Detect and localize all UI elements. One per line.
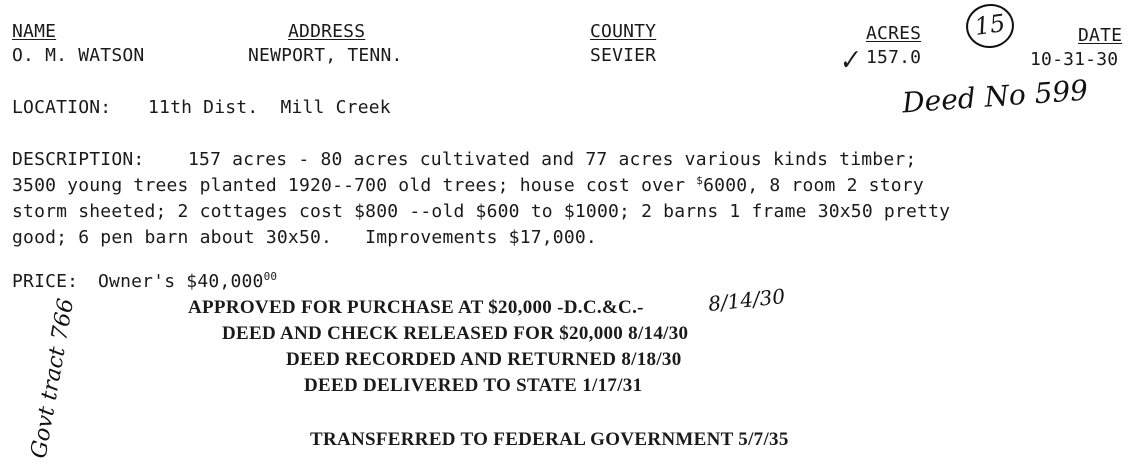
price-owner-value: Owner's $40,000 [98,271,264,292]
delivered-stamp: DEED DELIVERED TO STATE 1/17/31 [304,375,643,396]
date-label: DATE [1078,25,1123,46]
recorded-stamp: DEED RECORDED AND RETURNED 8/18/30 [286,349,682,370]
location-value: 11th Dist. Mill Creek [148,97,391,118]
tract-number: 15 [972,9,1007,42]
description-label: DESCRIPTION: [12,149,145,170]
date-value: 10-31-30 [1030,49,1119,70]
description-line-4: good; 6 pen barn about 30x50. Improvements $17,000. [12,227,597,248]
tract-number-circle [963,1,1017,51]
description-line-2-b: 6000, 8 room 2 story [703,175,924,196]
description-line-2 [12,176,924,196]
county-value: SEVIER [590,45,657,66]
released-stamp: DEED AND CHECK RELEASED FOR $20,000 8/14/30 [222,323,689,344]
county-label: COUNTY [590,21,657,42]
description-line-2-sup: $ [696,174,704,187]
name-value: O. M. WATSON [12,45,145,66]
description-line-3: storm sheeted; 2 cottages cost $800 --old $600 to $1000; 2 barns 1 frame 30x50 pretty [12,201,951,222]
approved-stamp: APPROVED FOR PURCHASE AT $20,000 -D.C.&C.- [188,297,644,318]
approval-date-note: 8/14/30 [706,284,787,316]
location-label: LOCATION: [12,97,112,118]
address-label: ADDRESS [288,21,366,42]
checkmark-icon: ✓ [835,44,863,78]
deed-number-note: Deed No 599 [901,73,1090,120]
price-label: PRICE: [12,271,79,292]
address-value: NEWPORT, TENN. [248,45,403,66]
acres-value: 157.0 [866,47,922,68]
price-owner-cents: 00 [263,270,278,283]
description-line-1: 157 acres - 80 acres cultivated and 77 acres various kinds timber; [188,149,917,170]
price-owner [98,272,277,292]
gov-tract-note: Govt tract 766 [26,296,80,461]
acres-label: ACRES [866,23,922,44]
name-label: NAME [12,21,57,42]
transferred-stamp: TRANSFERRED TO FEDERAL GOVERNMENT 5/7/35 [310,429,789,450]
description-line-2-a: 3500 young trees planted 1920--700 old trees; house cost over [12,175,697,196]
